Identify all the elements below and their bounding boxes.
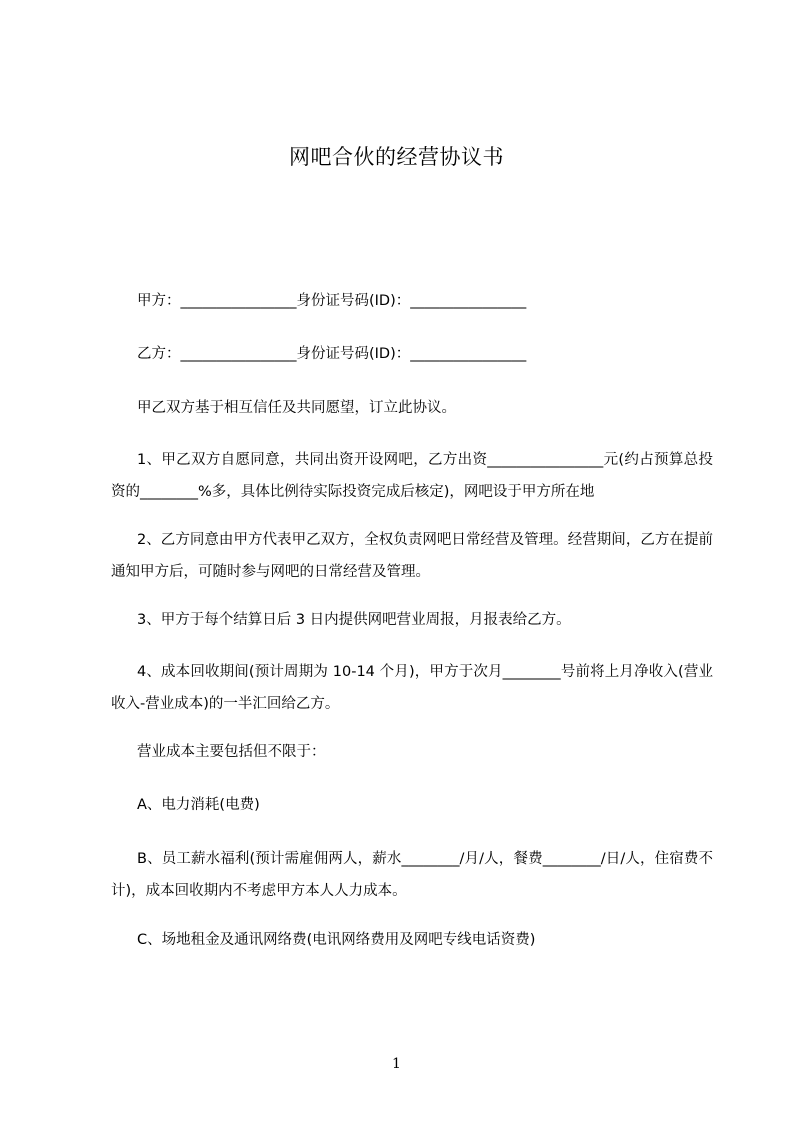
party-a-line: 甲方：________________身份证号码(ID)：________________	[137, 293, 527, 309]
clause-2-paragraph: 2、乙方同意由甲方代表甲乙双方，全权负责网吧日常经营及管理。经营期间，乙方在提前通知甲方后，可随时参与网吧的日常经营及管理。	[111, 532, 713, 580]
cost-item-c: C、场地租金及通讯网络费(电讯网络费用及网吧专线电话资费)	[137, 932, 536, 948]
cost-item-b: B、员工薪水福利(预计需雇佣两人，薪水________/月/人，餐费________/日/人，住宿费不计)，成本回收期内不考虑甲方本人人力成本。	[111, 851, 713, 899]
clause-4-paragraph: 4、成本回收期间(预计周期为 10-14 个月)，甲方于次月________号前将上月净收入(营业收入-营业成本)的一半汇回给乙方。	[111, 664, 713, 712]
cost-item-a: A、电力消耗(电费)	[137, 797, 260, 813]
party-b-line: 乙方：________________身份证号码(ID)：________________	[137, 346, 527, 362]
clause-3-paragraph: 3、甲方于每个结算日后 3 日内提供网吧营业周报，月报表给乙方。	[137, 612, 571, 628]
clause-1-paragraph: 1、甲乙双方自愿同意，共同出资开设网吧，乙方出资________________元(约占预算总投资的________%多，具体比例待实际投资完成后核定)，网吧设于甲方所在地	[111, 452, 713, 500]
document-title: 网吧合伙的经营协议书	[289, 145, 504, 169]
cost-intro-paragraph: 营业成本主要包括但不限于：	[137, 744, 326, 760]
page-number: 1	[392, 1056, 401, 1072]
intro-paragraph: 甲乙双方基于相互信任及共同愿望，订立此协议。	[137, 400, 456, 416]
